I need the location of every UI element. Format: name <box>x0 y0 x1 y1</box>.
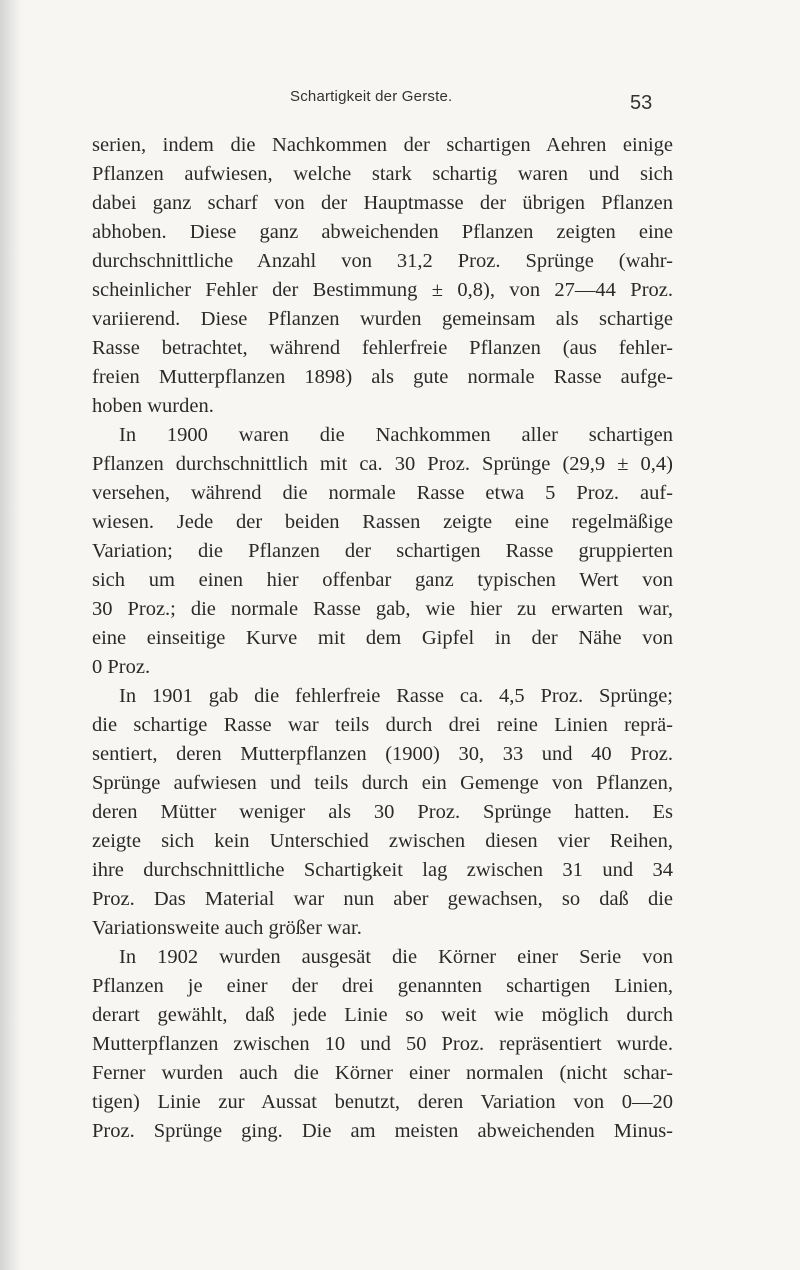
text-line: Mutterpflanzen zwischen 10 und 50 Proz. repräsentiert wurde. <box>92 1033 673 1055</box>
text-line: scheinlicher Fehler der Bestimmung ± 0,8), von 27—44 Proz. <box>92 279 673 301</box>
text-line: die schartige Rasse war teils durch drei reine Linien reprä- <box>92 714 673 736</box>
paragraph-start-line: In 1900 waren die Nachkommen aller schartigen <box>119 424 673 446</box>
text-line: sich um einen hier offenbar ganz typischen Wert von <box>92 569 673 591</box>
running-title: Schartigkeit der Gerste. <box>290 88 453 105</box>
text-line: Sprünge aufwiesen und teils durch ein Gemenge von Pflanzen, <box>92 772 673 794</box>
text-line: Pflanzen aufwiesen, welche stark schartig waren und sich <box>92 163 673 185</box>
text-line: sentiert, deren Mutterpflanzen (1900) 30, 33 und 40 Proz. <box>92 743 673 765</box>
text-line: eine einseitige Kurve mit dem Gipfel in der Nähe von <box>92 627 673 649</box>
text-line: deren Mütter weniger als 30 Proz. Sprünge hatten. Es <box>92 801 673 823</box>
text-line: 0 Proz. <box>92 656 151 678</box>
text-line: wiesen. Jede der beiden Rassen zeigte eine regelmäßige <box>92 511 673 533</box>
text-line: dabei ganz scharf von der Hauptmasse der übrigen Pflanzen <box>92 192 673 214</box>
text-line: serien, indem die Nachkommen der schartigen Aehren einige <box>92 134 673 156</box>
page-number: 53 <box>630 92 653 114</box>
paragraph-start-line: In 1901 gab die fehlerfreie Rasse ca. 4,5 Proz. Sprünge; <box>119 685 673 707</box>
text-line: Proz. Sprünge ging. Die am meisten abweichenden Minus- <box>92 1120 673 1142</box>
text-line: Ferner wurden auch die Körner einer normalen (nicht schar- <box>92 1062 673 1084</box>
running-header <box>0 86 800 114</box>
text-line: Rasse betrachtet, während fehlerfreie Pflanzen (aus fehler- <box>92 337 673 359</box>
body-text <box>92 131 673 1146</box>
text-line: Proz. Das Material war nun aber gewachsen, so daß die <box>92 888 673 910</box>
text-line: derart gewählt, daß jede Linie so weit wie möglich durch <box>92 1004 673 1026</box>
text-line: 30 Proz.; die normale Rasse gab, wie hier zu erwarten war, <box>92 598 673 620</box>
text-line: Pflanzen durchschnittlich mit ca. 30 Proz. Sprünge (29,9 ± 0,4) <box>92 453 673 475</box>
page-edge-shadow <box>0 0 22 1270</box>
text-line: Variationsweite auch größer war. <box>92 917 362 939</box>
text-line: zeigte sich kein Unterschied zwischen diesen vier Reihen, <box>92 830 673 852</box>
text-line: abhoben. Diese ganz abweichenden Pflanzen zeigten eine <box>92 221 673 243</box>
text-line: variierend. Diese Pflanzen wurden gemeinsam als schartige <box>92 308 673 330</box>
paragraph-start-line: In 1902 wurden ausgesät die Körner einer Serie von <box>119 946 673 968</box>
text-line: freien Mutterpflanzen 1898) als gute normale Rasse aufge- <box>92 366 673 388</box>
text-line: tigen) Linie zur Aussat benutzt, deren Variation von 0—20 <box>92 1091 673 1113</box>
text-line: Pflanzen je einer der drei genannten schartigen Linien, <box>92 975 673 997</box>
text-line: ihre durchschnittliche Schartigkeit lag zwischen 31 und 34 <box>92 859 673 881</box>
text-line: Variation; die Pflanzen der schartigen Rasse gruppierten <box>92 540 673 562</box>
text-line: durchschnittliche Anzahl von 31,2 Proz. Sprünge (wahr- <box>92 250 673 272</box>
text-line: hoben wurden. <box>92 395 214 417</box>
text-line: versehen, während die normale Rasse etwa 5 Proz. auf- <box>92 482 673 504</box>
